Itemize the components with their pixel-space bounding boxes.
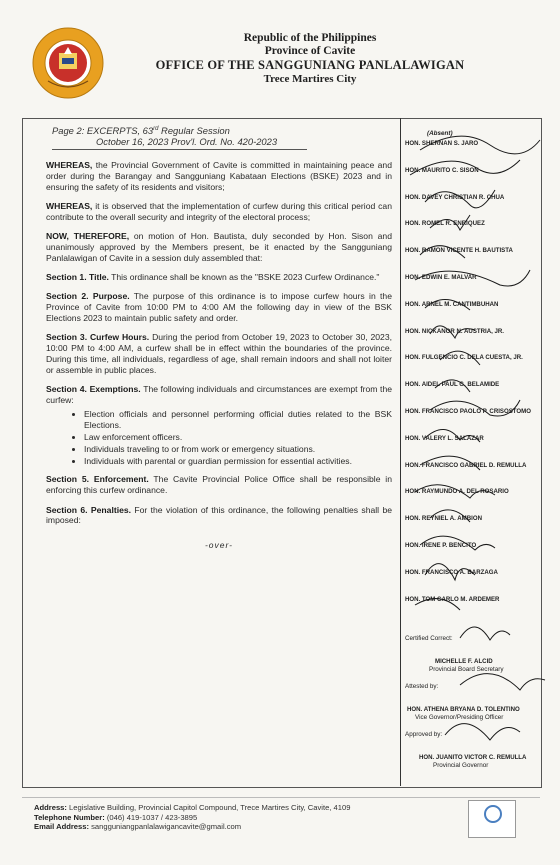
section-6: Section 6. Penalties. For the violation of this ordinance, the following penalties shall be imposed: <box>46 504 392 526</box>
footer-address: Address: Legislative Building, Provincial Capitol Compound, Trece Martires City, Cavite, 4109 <box>34 803 351 812</box>
approved-label: Approved by: <box>405 731 443 738</box>
member-name: HON. NICKANOR N. AUSTRIA, JR. <box>405 327 504 335</box>
member-name: HON. ROMEL R. ENRIQUEZ <box>405 220 485 228</box>
member-name: HON. RAYMUNDO A. DEL ROSARIO <box>405 488 509 496</box>
list-item: • Individuals traveling to or from work or emergency situations. <box>84 444 392 455</box>
whereas-1: WHEREAS, the Provincial Government of Cavite is committed in maintaining peace and order during the Barangay and Sangguniang Kabataan Elections (BSKE) 2023 and in ensuring the safety of its residents and visitors; <box>46 160 392 192</box>
member-name: HON. RAMON VICENTE H. BAUTISTA <box>405 247 513 255</box>
attested-name: HON. ATHENA BRYANA D. TOLENTINO <box>407 706 520 713</box>
signatures <box>400 120 550 790</box>
member-name: HON. ARNEL M. CANTIMBUHAN <box>405 300 499 308</box>
member-name: HON. MAURITO C. SISON <box>405 166 479 174</box>
certification-badge-logo <box>468 800 516 838</box>
section-5: Section 5. Enforcement. The Cavite Provincial Police Office shall be responsible in enforcing this curfew ordinance. <box>46 474 392 496</box>
section-4: Section 4. Exemptions. The following individuals and circumstances are exempt from the curfew: <box>46 383 393 405</box>
page-reference-rule <box>52 149 307 150</box>
list-item: • Election officials and personnel performing official duties related to the BSK Elections. <box>84 409 392 431</box>
member-name: HON. IRENE P. BENCITO <box>405 542 477 549</box>
member-name: HON. FRANCISCO A. BARZAGA <box>405 568 498 576</box>
certified-name: MICHELLE F. ALCID <box>435 658 493 665</box>
header-country: Republic of the Philippines <box>243 32 377 44</box>
member-name: HON. REYNIEL A. AMBION <box>405 515 482 523</box>
approved-name: HON. JUANITO VICTOR C. REMULLA <box>419 754 527 761</box>
member-name: HON. FRANCISCO PAOLO P. CRISOSTOMO <box>405 408 531 415</box>
absent-label: (Absent) <box>427 130 453 137</box>
footer-rule <box>22 797 540 798</box>
header-province: Province of Cavite <box>264 45 356 57</box>
member-name: HON. FULGENCIO C. DELA CUESTA, JR. <box>405 354 523 362</box>
letterhead <box>120 32 500 86</box>
section-2: Section 2. Purpose. The purpose of this ordinance is to impose curfew hours in the Province of Cavite from 10:00 PM to 4:00 AM the following day in view of the BSK Elections 2023 to maintain public safety and order. <box>46 291 392 323</box>
member-name: HON. EDWIN E. MALVAR <box>405 274 477 281</box>
exemptions-list <box>46 409 392 466</box>
footer <box>34 803 350 832</box>
header-office: OFFICE OF THE SANGGUNIANG PANLALAWIGAN <box>155 58 465 72</box>
certified-title: Provincial Board Secretary <box>429 666 504 673</box>
over-marker: -over- <box>204 540 234 551</box>
ordinance-body <box>46 120 392 551</box>
member-name: HON. TOM CARLO M. ARDEMER <box>405 595 500 603</box>
list-item: • Law enforcement officers. <box>84 432 392 443</box>
list-item: • Individuals with parental or guardian permission for essential activities. <box>84 456 392 467</box>
whereas-2: WHEREAS, it is observed that the implementation of curfew during this critical period can contribute to the overall security and integrity of the electoral process; <box>46 201 392 222</box>
member-name: HON. DAVEY CHRISTIAN R. CHUA <box>405 193 505 201</box>
member-name: HON. VALERY L. SALAZAR <box>405 434 484 442</box>
section-3: Section 3. Curfew Hours. During the period from October 19, 2023 to October 30, 2023, 10:00 PM to 4:00 AM, a curfew shall be in effect within the boundaries of the province. During this time, all individuals, regardless of age, shall remain indoors and shall not loiter or assemble in public places. <box>46 332 392 375</box>
now-therefore: NOW, THEREFORE, on motion of Hon. Bautista, duly seconded by Hon. Sison and unanimously approved by the Members present, be it enacted by the Sangguniang Panlalawigan of Cavite in a session duly assembled that: <box>46 231 392 263</box>
section-1: Section 1. Title. This ordinance shall be known as the "BSKE 2023 Curfew Ordinance." <box>46 272 380 282</box>
certified-label: Certified Correct: <box>405 635 453 642</box>
approved-title: Provincial Governor <box>433 762 489 769</box>
attested-title: Vice Governor/Presiding Officer <box>415 714 504 721</box>
header-city: Trece Martires City <box>263 73 357 85</box>
attested-label: Attested by: <box>405 683 439 690</box>
badge-circle-icon <box>484 805 502 823</box>
member-name: HON. FRANCISCO GABRIEL D. REMULLA <box>405 461 527 469</box>
member-name: HON. AIDEL PAUL G. BELAMIDE <box>405 381 500 389</box>
member-name: HON. SHERNAN S. JARO <box>405 140 479 147</box>
page-reference: Page 2: EXCERPTS, 63rd Regular Session October 16, 2023 Prov'l. Ord. No. 420-2023 <box>52 125 278 148</box>
provincial-seal-logo <box>32 27 104 99</box>
footer-phone: Telephone Number: (046) 419-1037 / 423-3895 <box>34 812 198 822</box>
footer-email: Email Address: sangguniangpanlalawigancavite@gmail.com <box>34 822 242 832</box>
